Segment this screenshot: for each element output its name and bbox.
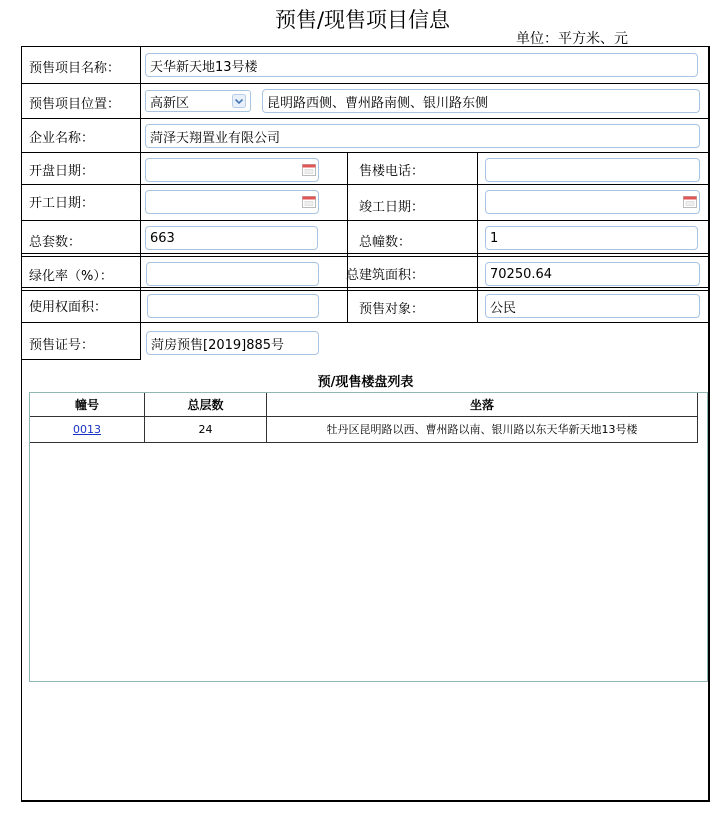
district-select[interactable]: [145, 90, 251, 112]
sales-phone-input[interactable]: [485, 158, 700, 182]
total-units-label: 总套数：: [29, 235, 82, 250]
green-rate-label: 绿化率（%）：: [29, 269, 113, 284]
column-header-location[interactable]: 坐落: [267, 393, 698, 417]
table-row-location: 牡丹区昆明路以西、曹州路以南、银川路以东天华新天地13号楼: [267, 417, 698, 443]
table-row-building-no[interactable]: [30, 417, 145, 443]
use-right-area-label: 使用权面积：: [29, 300, 108, 315]
row-divider: [21, 220, 710, 221]
column-header-building-no[interactable]: 幢号: [30, 393, 145, 417]
building-list-title: 预/现售楼盘列表: [317, 375, 414, 390]
district-select-value: 高新区: [150, 95, 190, 111]
project-name-input[interactable]: 天华新天地13号楼: [145, 53, 698, 77]
presale-cert-label: 预售证号：: [29, 338, 95, 353]
building-no-link[interactable]: 0013: [73, 423, 101, 436]
col-divider: [140, 46, 141, 359]
total-buildings-label: 总幢数：: [359, 235, 412, 250]
calendar-icon[interactable]: [683, 195, 697, 208]
unit-note: 单位：平方米、元: [516, 31, 628, 47]
row-divider: [21, 290, 710, 291]
table-row-floors: 24: [145, 417, 267, 443]
complete-date-input[interactable]: [485, 190, 700, 214]
presale-cert-input[interactable]: 菏房预售[2019]885号: [146, 331, 319, 355]
company-input[interactable]: 菏泽天翔置业有限公司: [145, 124, 700, 148]
row-divider: [21, 152, 710, 153]
row-divider: [21, 256, 710, 257]
column-header-floors[interactable]: 总层数: [145, 393, 267, 417]
row-divider: [21, 287, 710, 288]
project-name-label: 预售项目名称：: [29, 61, 121, 76]
company-label: 企业名称：: [29, 131, 95, 146]
page-title: 预售/现售项目信息: [274, 8, 451, 32]
open-date-input[interactable]: [145, 158, 319, 182]
chevron-down-icon: [232, 94, 246, 108]
total-area-input[interactable]: 70250.64: [485, 262, 700, 286]
sales-target-label: 预售对象：: [359, 302, 425, 317]
col-divider: [477, 152, 478, 322]
start-date-input[interactable]: [145, 190, 319, 214]
row-divider: [21, 118, 710, 119]
project-address-input[interactable]: 昆明路西侧、曹州路南侧、银川路东侧: [262, 89, 700, 113]
row-divider: [21, 322, 710, 323]
project-location-label: 预售项目位置：: [29, 97, 121, 112]
start-date-label: 开工日期：: [29, 196, 95, 211]
calendar-icon[interactable]: [302, 163, 316, 176]
use-right-area-input[interactable]: [147, 294, 319, 318]
open-date-label: 开盘日期：: [29, 164, 95, 179]
row-divider: [21, 83, 710, 84]
complete-date-label: 竣工日期：: [359, 200, 425, 215]
col-divider: [347, 152, 348, 322]
building-list-table: [29, 392, 708, 682]
total-buildings-input[interactable]: 1: [485, 226, 698, 250]
calendar-icon[interactable]: [302, 195, 316, 208]
row-divider: [21, 184, 710, 185]
row-divider: [21, 253, 710, 254]
row-divider: [21, 359, 141, 360]
sales-target-input[interactable]: 公民: [485, 294, 700, 318]
sales-phone-label: 售楼电话：: [359, 164, 425, 179]
green-rate-input[interactable]: [146, 262, 319, 286]
total-area-label: 总建筑面积：: [346, 268, 425, 283]
total-units-input[interactable]: 663: [145, 226, 318, 250]
